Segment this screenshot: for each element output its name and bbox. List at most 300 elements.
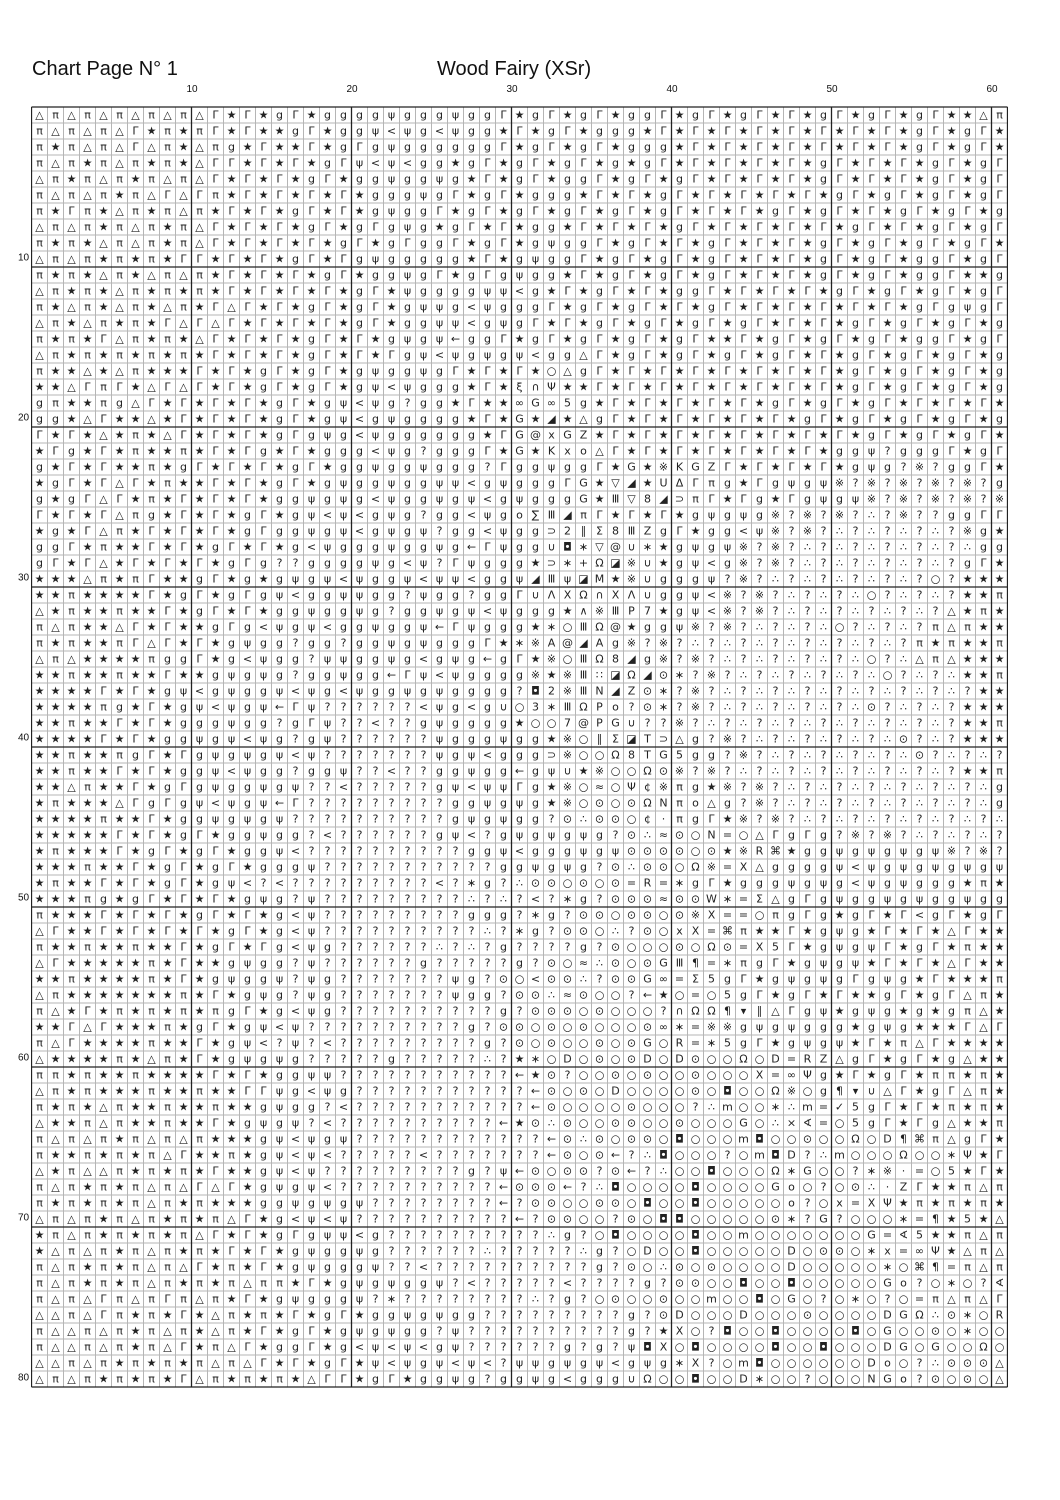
stitch-symbol: = xyxy=(723,861,732,874)
stitch-symbol: ψ xyxy=(500,285,507,298)
stitch-symbol: ★ xyxy=(691,445,701,458)
stitch-symbol: g xyxy=(292,253,299,266)
stitch-symbol: △ xyxy=(579,413,588,426)
stitch-symbol: ? xyxy=(837,797,843,810)
stitch-symbol: ★ xyxy=(643,477,653,490)
stitch-symbol: ★ xyxy=(979,717,989,730)
stitch-symbol: π xyxy=(68,589,75,602)
stitch-symbol: ? xyxy=(901,781,907,794)
stitch-symbol: Γ xyxy=(788,237,795,250)
stitch-symbol: ∗ xyxy=(515,925,524,938)
stitch-symbol: ★ xyxy=(211,269,221,282)
stitch-symbol: ○ xyxy=(659,925,669,938)
stitch-symbol: ★ xyxy=(147,605,157,618)
stitch-symbol: Γ xyxy=(148,573,155,586)
stitch-symbol: ★ xyxy=(163,445,173,458)
stitch-symbol: ★ xyxy=(275,541,285,554)
stitch-symbol: ? xyxy=(613,1245,619,1258)
stitch-symbol: Γ xyxy=(244,925,251,938)
stitch-symbol: g xyxy=(932,173,939,186)
stitch-symbol: ? xyxy=(485,1197,491,1210)
stitch-symbol: g xyxy=(324,477,331,490)
stitch-symbol: ψ xyxy=(260,733,267,746)
stitch-symbol: g xyxy=(276,653,283,666)
stitch-symbol: g xyxy=(420,125,427,138)
stitch-symbol: △ xyxy=(99,269,108,282)
stitch-symbol: π xyxy=(212,1213,219,1226)
stitch-symbol: Γ xyxy=(132,477,139,490)
stitch-symbol: = xyxy=(819,1101,828,1114)
stitch-symbol: Ω xyxy=(771,1085,779,1098)
stitch-symbol: Γ xyxy=(100,909,107,922)
stitch-symbol: ★ xyxy=(499,205,509,218)
stitch-symbol: ψ xyxy=(452,1325,459,1338)
stitch-symbol: g xyxy=(996,477,1003,490)
stitch-symbol: Γ xyxy=(340,269,347,282)
stitch-symbol: ? xyxy=(341,1117,347,1130)
stitch-symbol: ? xyxy=(405,1181,411,1194)
stitch-symbol: g xyxy=(932,893,939,906)
stitch-symbol: ※ xyxy=(627,573,636,586)
chart-row xyxy=(35,1021,1004,1034)
stitch-symbol: ○ xyxy=(643,1101,653,1114)
stitch-symbol: g xyxy=(356,381,363,394)
stitch-symbol: g xyxy=(420,413,427,426)
stitch-symbol: g xyxy=(564,461,571,474)
stitch-symbol: ∴ xyxy=(484,1053,491,1066)
stitch-symbol: Γ xyxy=(212,221,219,234)
stitch-symbol: ○ xyxy=(867,653,877,666)
stitch-symbol: ∴ xyxy=(884,733,891,746)
stitch-symbol: ○ xyxy=(659,909,669,922)
chart-row xyxy=(35,877,1005,890)
stitch-symbol: ψ xyxy=(788,877,795,890)
stitch-symbol: ★ xyxy=(67,317,77,330)
stitch-symbol: ○ xyxy=(867,1293,877,1306)
stitch-symbol: g xyxy=(852,413,859,426)
stitch-symbol: ★ xyxy=(83,237,93,250)
stitch-symbol: g xyxy=(980,173,987,186)
stitch-symbol: g xyxy=(276,1293,283,1306)
stitch-symbol: ○ xyxy=(691,1165,701,1178)
stitch-symbol: ∗ xyxy=(675,877,684,890)
stitch-symbol: g xyxy=(916,301,923,314)
stitch-symbol: ? xyxy=(549,893,555,906)
stitch-symbol: ψ xyxy=(500,525,507,538)
stitch-symbol: ★ xyxy=(963,1117,973,1130)
stitch-symbol: ? xyxy=(885,477,891,490)
stitch-symbol: g xyxy=(468,797,475,810)
stitch-symbol: g xyxy=(852,317,859,330)
stitch-symbol: Γ xyxy=(244,477,251,490)
stitch-symbol: Γ xyxy=(740,333,747,346)
stitch-symbol: ⊙ xyxy=(675,1117,684,1130)
stitch-symbol: π xyxy=(100,141,107,154)
stitch-symbol: ⊙ xyxy=(627,1037,636,1050)
stitch-symbol: Z xyxy=(580,429,588,442)
stitch-symbol: ★ xyxy=(691,301,701,314)
stitch-symbol: ○ xyxy=(739,1341,749,1354)
chart-row xyxy=(35,765,1004,778)
stitch-symbol: ★ xyxy=(963,877,973,890)
stitch-symbol: g xyxy=(788,989,795,1002)
stitch-symbol: ※ xyxy=(995,493,1004,506)
stitch-symbol: △ xyxy=(35,109,44,122)
stitch-symbol: ? xyxy=(501,1069,507,1082)
stitch-symbol: ? xyxy=(405,797,411,810)
stitch-symbol: △ xyxy=(99,429,108,442)
stitch-symbol: ∴ xyxy=(820,797,827,810)
stitch-symbol: ? xyxy=(565,1325,571,1338)
stitch-symbol: Γ xyxy=(788,205,795,218)
stitch-symbol: △ xyxy=(195,221,204,234)
stitch-symbol: △ xyxy=(51,189,60,202)
stitch-symbol: π xyxy=(116,1117,123,1130)
stitch-symbol: ★ xyxy=(787,445,797,458)
stitch-symbol: △ xyxy=(67,1229,76,1242)
stitch-symbol: π xyxy=(148,109,155,122)
stitch-symbol: ? xyxy=(949,525,955,538)
stitch-symbol: ★ xyxy=(275,205,285,218)
stitch-symbol: ★ xyxy=(499,253,509,266)
stitch-symbol: X xyxy=(756,941,764,954)
stitch-symbol: ? xyxy=(965,797,971,810)
stitch-symbol: g xyxy=(276,893,283,906)
stitch-symbol: ★ xyxy=(835,1005,845,1018)
stitch-symbol: π xyxy=(148,1149,155,1162)
stitch-symbol: ψ xyxy=(356,1245,363,1258)
stitch-symbol: ← xyxy=(547,1133,556,1146)
stitch-symbol: ★ xyxy=(259,1373,269,1386)
stitch-symbol: ○ xyxy=(595,1117,605,1130)
stitch-symbol: ★ xyxy=(131,973,141,986)
stitch-symbol: ★ xyxy=(179,1277,189,1290)
stitch-symbol: Γ xyxy=(148,397,155,410)
stitch-symbol: ? xyxy=(469,1229,475,1242)
stitch-symbol: Γ xyxy=(244,605,251,618)
stitch-symbol: ? xyxy=(917,573,923,586)
stitch-symbol: Γ xyxy=(820,125,827,138)
stitch-symbol: ★ xyxy=(99,749,109,762)
stitch-symbol: ? xyxy=(325,845,331,858)
stitch-symbol: ⊙ xyxy=(627,973,636,986)
stitch-symbol: ? xyxy=(917,621,923,634)
stitch-symbol: ∪ xyxy=(867,1085,875,1098)
stitch-symbol: ⊙ xyxy=(547,973,556,986)
stitch-symbol: ψ xyxy=(244,765,251,778)
stitch-symbol: △ xyxy=(35,1085,44,1098)
stitch-symbol: Γ xyxy=(900,221,907,234)
stitch-symbol: ※ xyxy=(563,669,572,682)
stitch-symbol: g xyxy=(468,717,475,730)
stitch-symbol: < xyxy=(387,1341,396,1354)
stitch-symbol: π xyxy=(52,877,59,890)
stitch-symbol: π xyxy=(132,1245,139,1258)
stitch-symbol: W xyxy=(706,893,717,906)
stitch-symbol: < xyxy=(339,1101,348,1114)
stitch-symbol: Γ xyxy=(212,1021,219,1034)
stitch-symbol: ★ xyxy=(179,1101,189,1114)
stitch-symbol: G xyxy=(563,429,572,442)
stitch-symbol: Γ xyxy=(196,1053,203,1066)
stitch-symbol: Γ xyxy=(132,685,139,698)
stitch-symbol: π xyxy=(580,509,587,522)
stitch-symbol: < xyxy=(291,909,300,922)
stitch-symbol: ? xyxy=(357,877,363,890)
stitch-symbol: g xyxy=(388,589,395,602)
stitch-symbol: Ω xyxy=(899,1149,907,1162)
stitch-symbol: ∪ xyxy=(627,717,635,730)
stitch-symbol: ? xyxy=(581,1181,587,1194)
stitch-symbol: ? xyxy=(741,653,747,666)
stitch-symbol: ? xyxy=(421,1053,427,1066)
stitch-symbol: ? xyxy=(469,1341,475,1354)
stitch-symbol: ★ xyxy=(931,381,941,394)
stitch-symbol: ? xyxy=(549,941,555,954)
stitch-symbol: ψ xyxy=(564,573,571,586)
stitch-symbol: △ xyxy=(755,829,764,842)
stitch-symbol: ★ xyxy=(67,829,77,842)
stitch-symbol: ? xyxy=(981,1277,987,1290)
stitch-symbol: ∴ xyxy=(820,1149,827,1162)
stitch-symbol: T xyxy=(643,749,651,762)
stitch-symbol: π xyxy=(36,1261,43,1274)
stitch-symbol: ◘ xyxy=(611,1229,620,1242)
stitch-symbol: ∴ xyxy=(852,781,859,794)
stitch-symbol: ★ xyxy=(819,189,829,202)
stitch-symbol: ? xyxy=(453,1085,459,1098)
stitch-symbol: ? xyxy=(293,669,299,682)
stitch-symbol: o xyxy=(900,1373,907,1386)
stitch-symbol: ? xyxy=(421,445,427,458)
stitch-symbol: g xyxy=(516,557,523,570)
stitch-symbol: ψ xyxy=(372,429,379,442)
stitch-symbol: g xyxy=(212,541,219,554)
stitch-symbol: Ω xyxy=(851,1133,859,1146)
stitch-symbol: g xyxy=(964,557,971,570)
stitch-symbol: ○ xyxy=(627,1181,637,1194)
stitch-symbol: Γ xyxy=(852,301,859,314)
stitch-symbol: △ xyxy=(51,1357,60,1370)
stitch-symbol: g xyxy=(532,189,539,202)
stitch-symbol: ★ xyxy=(195,861,205,874)
stitch-symbol: ★ xyxy=(51,1101,61,1114)
stitch-symbol: ※ xyxy=(723,621,732,634)
stitch-symbol: g xyxy=(436,157,443,170)
stitch-symbol: g xyxy=(468,269,475,282)
stitch-symbol: g xyxy=(484,477,491,490)
stitch-symbol: ○ xyxy=(755,1325,765,1338)
stitch-symbol: g xyxy=(468,157,475,170)
stitch-symbol: ★ xyxy=(83,333,93,346)
stitch-symbol: ? xyxy=(357,701,363,714)
stitch-symbol: Γ xyxy=(660,381,667,394)
stitch-symbol: ★ xyxy=(323,237,333,250)
stitch-symbol: ? xyxy=(885,701,891,714)
stitch-symbol: Γ xyxy=(708,317,715,330)
stitch-symbol: ★ xyxy=(195,1101,205,1114)
stitch-symbol: △ xyxy=(35,317,44,330)
stitch-symbol: g xyxy=(628,109,635,122)
stitch-symbol: < xyxy=(707,557,716,570)
stitch-symbol: ? xyxy=(309,1053,315,1066)
stitch-symbol: ? xyxy=(341,1037,347,1050)
chart-row xyxy=(36,365,1003,378)
stitch-symbol: g xyxy=(420,717,427,730)
stitch-symbol: ★ xyxy=(851,1021,861,1034)
stitch-symbol: g xyxy=(468,205,475,218)
stitch-symbol: ★ xyxy=(483,221,493,234)
stitch-symbol: ★ xyxy=(275,141,285,154)
stitch-symbol: ψ xyxy=(468,621,475,634)
stitch-symbol: ? xyxy=(453,1037,459,1050)
stitch-symbol: ψ xyxy=(260,829,267,842)
stitch-symbol: ★ xyxy=(947,1245,957,1258)
stitch-symbol: ★ xyxy=(259,109,269,122)
stitch-symbol: ★ xyxy=(851,1037,861,1050)
stitch-symbol: ⊙ xyxy=(627,909,636,922)
stitch-symbol: ? xyxy=(821,541,827,554)
stitch-symbol: ★ xyxy=(595,221,605,234)
stitch-symbol: ★ xyxy=(499,125,509,138)
stitch-symbol: ? xyxy=(629,701,635,714)
stitch-symbol: ★ xyxy=(131,669,141,682)
stitch-symbol: ○ xyxy=(787,1133,797,1146)
stitch-symbol: ? xyxy=(725,573,731,586)
stitch-symbol: π xyxy=(52,1085,59,1098)
stitch-symbol: ★ xyxy=(275,1357,285,1370)
stitch-symbol: △ xyxy=(563,365,572,378)
stitch-symbol: ○ xyxy=(819,1277,829,1290)
stitch-symbol: < xyxy=(387,381,396,394)
stitch-symbol: ? xyxy=(917,701,923,714)
stitch-symbol: ★ xyxy=(115,1069,125,1082)
stitch-symbol: ? xyxy=(885,1293,891,1306)
stitch-symbol: Γ xyxy=(356,349,363,362)
stitch-symbol: g xyxy=(292,1053,299,1066)
stitch-symbol: ∴ xyxy=(836,669,843,682)
stitch-symbol: ★ xyxy=(835,413,845,426)
stitch-symbol: ψ xyxy=(484,781,491,794)
stitch-symbol: ★ xyxy=(835,349,845,362)
stitch-symbol: g xyxy=(500,941,507,954)
stitch-symbol: ★ xyxy=(499,365,509,378)
stitch-symbol: ★ xyxy=(467,189,477,202)
stitch-symbol: ? xyxy=(485,957,491,970)
stitch-symbol: π xyxy=(84,109,91,122)
stitch-symbol: g xyxy=(228,749,235,762)
stitch-symbol: ○ xyxy=(659,1069,669,1082)
stitch-symbol: ★ xyxy=(51,1149,61,1162)
stitch-symbol: g xyxy=(724,477,731,490)
stitch-symbol: ★ xyxy=(275,157,285,170)
stitch-symbol: ★ xyxy=(163,1085,173,1098)
stitch-symbol: ★ xyxy=(99,845,109,858)
stitch-symbol: g xyxy=(260,813,267,826)
stitch-symbol: π xyxy=(164,157,171,170)
stitch-symbol: g xyxy=(596,1261,603,1274)
stitch-symbol: Ⅲ xyxy=(548,509,556,522)
chart-row xyxy=(35,1373,1004,1386)
stitch-symbol: ∴ xyxy=(836,813,843,826)
stitch-symbol: Γ xyxy=(740,973,747,986)
stitch-symbol: ? xyxy=(949,701,955,714)
stitch-symbol: g xyxy=(532,141,539,154)
stitch-symbol: ← xyxy=(531,1101,540,1114)
stitch-symbol: π xyxy=(180,109,187,122)
stitch-symbol: ψ xyxy=(452,573,459,586)
stitch-symbol: Γ xyxy=(500,461,507,474)
stitch-symbol: ★ xyxy=(643,461,653,474)
stitch-symbol: ★ xyxy=(803,333,813,346)
stitch-symbol: Γ xyxy=(740,429,747,442)
stitch-symbol: ⊙ xyxy=(931,1325,940,1338)
stitch-symbol: Γ xyxy=(740,349,747,362)
stitch-symbol: g xyxy=(612,269,619,282)
stitch-symbol: ? xyxy=(373,1197,379,1210)
stitch-symbol: g xyxy=(932,445,939,458)
stitch-symbol: g xyxy=(500,349,507,362)
stitch-symbol: ○ xyxy=(899,1357,909,1370)
stitch-symbol: ? xyxy=(341,925,347,938)
stitch-symbol: Γ xyxy=(308,205,315,218)
stitch-symbol: △ xyxy=(947,1133,956,1146)
stitch-symbol: Γ xyxy=(692,221,699,234)
stitch-symbol: ? xyxy=(805,685,811,698)
stitch-symbol: ★ xyxy=(723,493,733,506)
stitch-symbol: g xyxy=(452,605,459,618)
stitch-symbol: ? xyxy=(469,1053,475,1066)
stitch-symbol: ? xyxy=(789,509,795,522)
stitch-symbol: ? xyxy=(405,893,411,906)
stitch-symbol: g xyxy=(244,1117,251,1130)
stitch-symbol: g xyxy=(820,861,827,874)
stitch-symbol: g xyxy=(548,845,555,858)
stitch-symbol: ★ xyxy=(195,941,205,954)
stitch-symbol: π xyxy=(148,1229,155,1242)
stitch-symbol: ★ xyxy=(803,125,813,138)
stitch-symbol: ※ xyxy=(691,621,700,634)
stitch-symbol: Γ xyxy=(932,141,939,154)
stitch-symbol: ← xyxy=(515,1165,524,1178)
stitch-symbol: Γ xyxy=(180,413,187,426)
stitch-symbol: Γ xyxy=(724,365,731,378)
stitch-symbol: g xyxy=(676,557,683,570)
stitch-symbol: ★ xyxy=(195,1325,205,1338)
stitch-symbol: ○ xyxy=(675,1229,685,1242)
stitch-symbol: ◘ xyxy=(659,1149,668,1162)
stitch-symbol: g xyxy=(196,765,203,778)
stitch-symbol: ★ xyxy=(227,1117,237,1130)
stitch-symbol: △ xyxy=(35,253,44,266)
stitch-symbol: π xyxy=(132,365,139,378)
stitch-symbol: g xyxy=(804,877,811,890)
stitch-symbol: ? xyxy=(437,1133,443,1146)
stitch-symbol: ψ xyxy=(372,125,379,138)
stitch-symbol: ★ xyxy=(179,1117,189,1130)
stitch-symbol: Γ xyxy=(916,1053,923,1066)
stitch-symbol: ψ xyxy=(340,493,347,506)
stitch-symbol: ← xyxy=(563,1181,572,1194)
stitch-symbol: △ xyxy=(51,1261,60,1274)
stitch-symbol: ? xyxy=(517,1005,523,1018)
stitch-symbol: Σ xyxy=(612,733,619,746)
stitch-symbol: g xyxy=(564,173,571,186)
stitch-symbol: ψ xyxy=(404,333,411,346)
stitch-symbol: Γ xyxy=(260,269,267,282)
stitch-symbol: △ xyxy=(83,125,92,138)
stitch-symbol: ○ xyxy=(611,1037,621,1050)
